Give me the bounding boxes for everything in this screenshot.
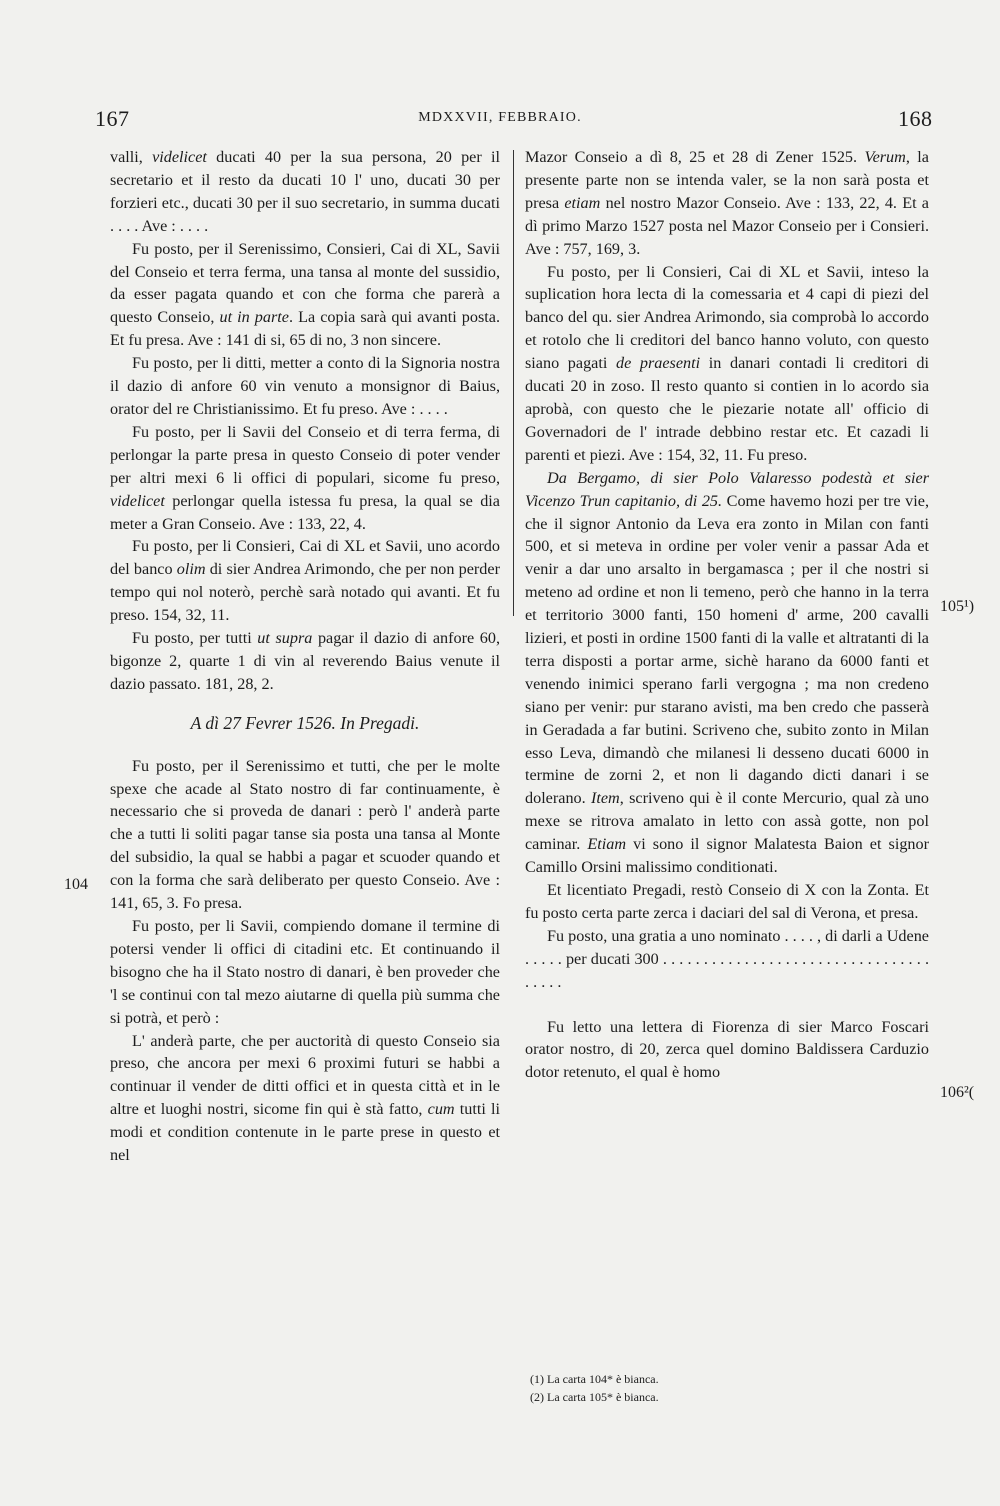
section-heading: A dì 27 Fevrer 1526. In Pregadi. (190, 712, 420, 733)
paragraph: Mazor Conseio a dì 8, 25 et 28 di Zener 1525. Verum, la presente parte non se intenda valer, se la non sarà posta et presa etiam nel nostro Mazor Conseio. Ave : 133, 22, 4. Et a dì primo Marzo 1527 posta nel Mazor Conseio per i Consieri. Ave : 757, 169, 3. (525, 148, 929, 258)
paragraph: Fu posto, per il Serenissimo et tutti, che per le molte spexe che acade al Stato nostro di far continuamente, è necessario che si proveda de danari : però l' anderà parte che a tutti li soliti pagar tanse sia posta una tansa al Monte del subsidio, la qual se habbi a pagar et scuoder quando et con la forma che sarà deliberato per questo Conseio. Ave : 141, 65, 3. Fo presa. (110, 756, 500, 913)
right-column (525, 146, 929, 1084)
paragraph: Fu posto, per li Savii, compiendo domane il termine di potersi vender li offici di citadini etc. Et continuando il bisogno che ha il Stato nostro di danari, è ben proveder che 'l se continui con tal mezo aiutarne di quella più summa che si potrà, et però : (110, 917, 500, 1027)
paragraph: Fu posto, per li Consieri, Cai di XL et Savii, inteso la suplication hora lecta di la comessaria et 4 capi di piezi del banco del qu. sier Andrea Arimondo, sia comprobà lo accordo et rotolo che li creditori del banco hanno voluto, con questo siano pagati de praesenti in danari contadi li creditori di ducati 20 in zoso. Il resto quanto si contien in lo acordo sia aprobà, con questo che le piezarie notate all' officio di Governadori de l' intrade debbino restar etc. Et cazadi li parenti et piezi. Ave : 154, 32, 11. Fu preso. (525, 262, 929, 464)
running-title: MDXXVII, FEBBRAIO. (418, 110, 582, 125)
footnote: (1) La carta 104* è bianca. (530, 1372, 659, 1386)
footnotes (530, 1370, 659, 1406)
paragraph: Fu posto, per li ditti, metter a conto di la Signoria nostra il dazio di anfore 60 vin venuto a monsignor di Baius, orator del re Christianissimo. Et fu preso. Ave : . . . . (110, 354, 500, 418)
footnote: (2) La carta 105* è bianca. (530, 1390, 659, 1404)
page-number-left: 167 (95, 106, 130, 131)
paragraph: Fu posto, per tutti ut supra pagar il dazio di anfore 60, bigonze 2, quarte 1 di vin al reverendo Baius venute il dazio passato. 181, 28, 2. (110, 629, 500, 693)
page-header (0, 106, 1000, 136)
paragraph: Et licentiato Pregadi, restò Conseio di X con la Zonta. Et fu posto certa parte zerca i daciari del sal di Verona, et presa. (525, 881, 929, 922)
page-number-right: 168 (898, 106, 933, 131)
left-column (110, 146, 500, 1167)
paragraph: L' anderà parte, che per auctorità di questo Conseio sia preso, che ancora per mexi 6 proximi futuri se habbi a continuar il vender de ditti offici et in questa città et in le altre et luoghi nostri, sicome fin qui è stà fatto, cum tutti li modi et condition contenute in le parte prese in questo et nel (110, 1031, 500, 1165)
paragraph: valli, videlicet ducati 40 per la sua persona, 20 per il secretario et il resto da ducati 10 l' uno, ducati 30 per forzieri etc., ducati 30 per il suo secretario, in summa ducati . . . . Ave : . . . . (110, 148, 500, 235)
paragraph: Fu posto, per il Serenissimo, Consieri, Cai di XL, Savii del Conseio et terra ferma, una tansa al monte del sussidio, da esser pagata quando et con che forma che parerà a questo Conseio, ut in parte. La copia sarà qui avanti posta. Et fu presa. Ave : 141 di si, 65 di no, 3 non sincere. (110, 239, 501, 350)
paragraph: Fu posto, una gratia a uno nominato . . . . , di darli a Udene . . . . . per ducati 300 . . . . . . . . . . . . . . . . . . . . . . . . . . . . . . . . . . . . . . (525, 926, 929, 991)
paragraph: Fu posto, per li Savii del Conseio et di terra ferma, di perlongar la parte presa in questo Conseio di poter vender per altri mexi 6 li offici di populari, sicome fu preso, videlicet perlongar quella istessa fu presa, la qual se dia meter a Gran Conseio. Ave : 133, 22, 4. (110, 422, 500, 533)
paragraph: Fu posto, per li Consieri, Cai di XL et Savii, uno acordo del banco olim di sier Andrea Arimondo, che per non perder tempo qui nol noterò, perchè sarà notado qui avanti. Et fu preso. 154, 32, 11. (110, 537, 500, 625)
margin-note-106: 106²( (940, 1084, 975, 1101)
paragraph: Fu letto una lettera di Fiorenza di sier Marco Foscari orator nostro, di 20, zerca quel domino Baldissera Carduzio dotor retenuto, el qual è homo (525, 1017, 929, 1082)
letter-heading: Da Bergamo, di sier Polo Valaresso podestà et sier Vicenzo Trun capitanio, di 25. (525, 468, 929, 510)
paragraph: Da Bergamo, di sier Polo Valaresso podestà et sier Vicenzo Trun capitanio, di 25. Come havemo hozi per tre vie, che il signor Antonio da Leva era zonto in Milan con fanti 500, et si meteva in ordine per voler venir a passar Ada et venir a dar uno arsalto in bergamasca ; per il che nostri si meteno ad ordine et non li temeno, però che hanno in la terra et territorio 3000 fanti, 150 homeni d' arme, 200 cavalli lizieri, et posti in ordine 1500 fanti di la valle et altratanti di la terra disposti a portar arme, sichè harano da 6000 fanti et venendo inimici sperano farli vergogna ; ma non credeno siano per venir: pur starano avisti, ma ben credo che passerà in Geradada a far butini. Scriveno che, subito zonto in Milan esso Leva, dimandò che milanesi li desseno ducati 6000 in termine de zorni 2, et non li dagando dicti danari i se dolerano. Item, scriveno qui è il conte Mercurio, qual zà uno mexe se ritrova amalato in letto con assà gotte, non pol caminar. Etiam vi sono il signor Malatesta Baion et signor Camillo Orsini malissimo conditionati. (525, 468, 930, 877)
margin-note-105: 105¹) (940, 598, 975, 615)
column-divider (513, 150, 514, 616)
margin-note-104: 104 (64, 876, 88, 893)
